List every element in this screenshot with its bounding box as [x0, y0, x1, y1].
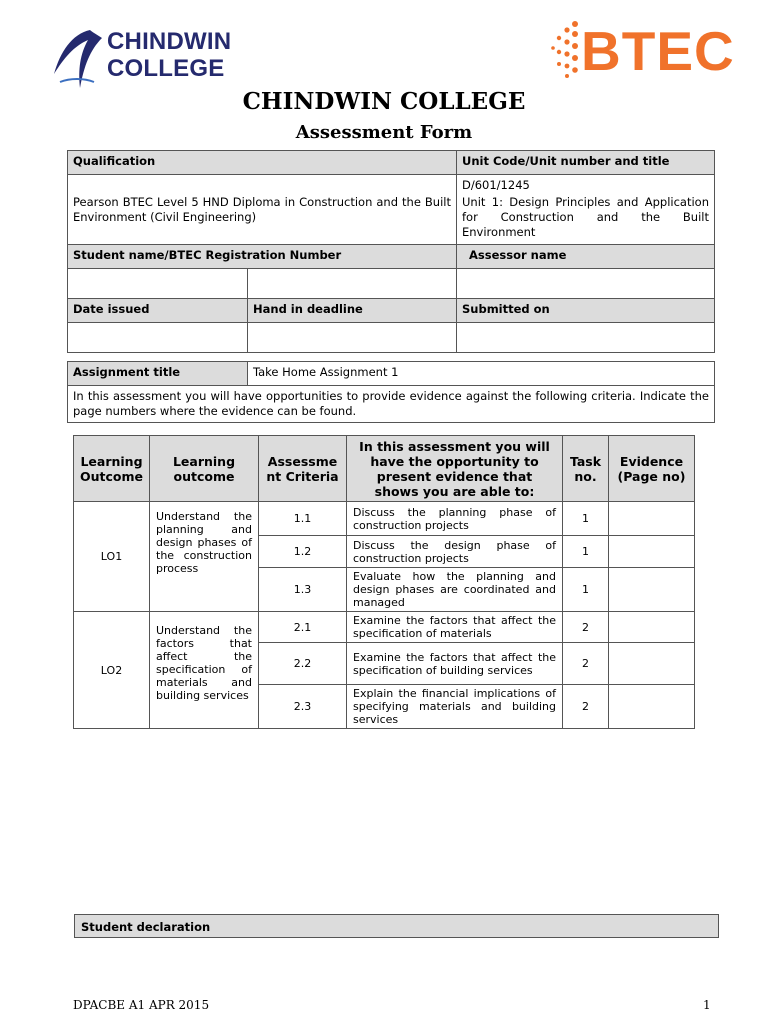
evidence-field[interactable]	[609, 612, 695, 643]
page-title: CHINDWIN COLLEGE	[242, 88, 526, 115]
criteria-code: 1.2	[259, 536, 347, 568]
btec-logo-text: BTEC	[581, 20, 735, 82]
criteria-code: 2.2	[259, 643, 347, 685]
btec-dots-icon	[545, 16, 581, 82]
evidence-field[interactable]	[609, 643, 695, 685]
footer-doc-code: DPACBE A1 APR 2015	[73, 998, 210, 1012]
header-assessment-criteria: Assessment Criteria	[259, 436, 347, 502]
assessor-label: Assessor name	[457, 245, 715, 269]
criteria-code: 1.3	[259, 568, 347, 612]
header-learning-outcome: Learning outcome	[150, 436, 259, 502]
criteria-code: 1.1	[259, 502, 347, 536]
qualification-value: Pearson BTEC Level 5 HND Diploma in Construction and the Built Environment (Civil Engineering)	[68, 175, 457, 245]
task-number: 2	[563, 612, 609, 643]
header-learning-outcome-code: Learning Outcome	[74, 436, 150, 502]
table-row	[74, 502, 695, 536]
submitted-label: Submitted on	[457, 299, 715, 323]
info-table	[67, 150, 715, 353]
criteria-text: Examine the factors that affect the specification of building services	[347, 643, 563, 685]
qualification-label: Qualification	[68, 151, 457, 175]
footer-page-number: 1	[703, 998, 711, 1012]
student-label: Student name/BTEC Registration Number	[68, 245, 457, 269]
college-logo	[50, 24, 230, 90]
evidence-field[interactable]	[609, 568, 695, 612]
page-subtitle: Assessment Form	[295, 122, 473, 143]
lo1-description: Understand the planning and design phases of the construction process	[150, 502, 259, 612]
unit-code: D/601/1245	[462, 178, 530, 192]
criteria-text: Evaluate how the planning and design phases are coordinated and managed	[347, 568, 563, 612]
student-declaration: Student declaration	[74, 914, 719, 938]
table-row	[74, 612, 695, 643]
hand-in-field[interactable]	[248, 323, 457, 353]
criteria-text: Discuss the planning phase of construction projects	[347, 502, 563, 536]
college-swoosh-icon	[50, 24, 106, 90]
hand-in-label: Hand in deadline	[248, 299, 457, 323]
unit-cell	[457, 175, 715, 245]
lo1-code: LO1	[74, 502, 150, 612]
lo2-code: LO2	[74, 612, 150, 729]
assignment-table	[67, 361, 715, 423]
registration-number-field[interactable]	[248, 269, 457, 299]
evidence-field[interactable]	[609, 502, 695, 536]
header-task-no: Task no.	[563, 436, 609, 502]
assignment-title-label: Assignment title	[68, 362, 248, 386]
task-number: 1	[563, 502, 609, 536]
evidence-field[interactable]	[609, 685, 695, 729]
criteria-text: Examine the factors that affect the specification of materials	[347, 612, 563, 643]
submitted-field[interactable]	[457, 323, 715, 353]
unit-title: Unit 1: Design Principles and Application for Construction and the Built Environment	[462, 195, 709, 239]
criteria-text: Explain the financial implications of specifying materials and building services	[347, 685, 563, 729]
task-number: 2	[563, 685, 609, 729]
header-evidence-page: Evidence (Page no)	[609, 436, 695, 502]
header-evidence-description: In this assessment you will have the opportunity to present evidence that shows you are able to:	[347, 436, 563, 502]
task-number: 2	[563, 643, 609, 685]
assessor-name-field[interactable]	[457, 269, 715, 299]
date-issued-label: Date issued	[68, 299, 248, 323]
college-logo-text: CHINDWIN COLLEGE	[107, 28, 232, 82]
assignment-title-value: Take Home Assignment 1	[248, 362, 715, 386]
criteria-code: 2.3	[259, 685, 347, 729]
unit-label: Unit Code/Unit number and title	[457, 151, 715, 175]
task-number: 1	[563, 536, 609, 568]
student-name-field[interactable]	[68, 269, 248, 299]
btec-logo	[545, 16, 750, 82]
criteria-table	[73, 435, 695, 729]
criteria-code: 2.1	[259, 612, 347, 643]
evidence-field[interactable]	[609, 536, 695, 568]
lo2-description: Understand the factors that affect the specification of materials and building services	[150, 612, 259, 729]
task-number: 1	[563, 568, 609, 612]
date-issued-field[interactable]	[68, 323, 248, 353]
criteria-text: Discuss the design phase of construction projects	[347, 536, 563, 568]
assignment-instructions: In this assessment you will have opportunities to provide evidence against the following criteria. Indicate the page numbers where the evidence can be found.	[68, 386, 715, 423]
